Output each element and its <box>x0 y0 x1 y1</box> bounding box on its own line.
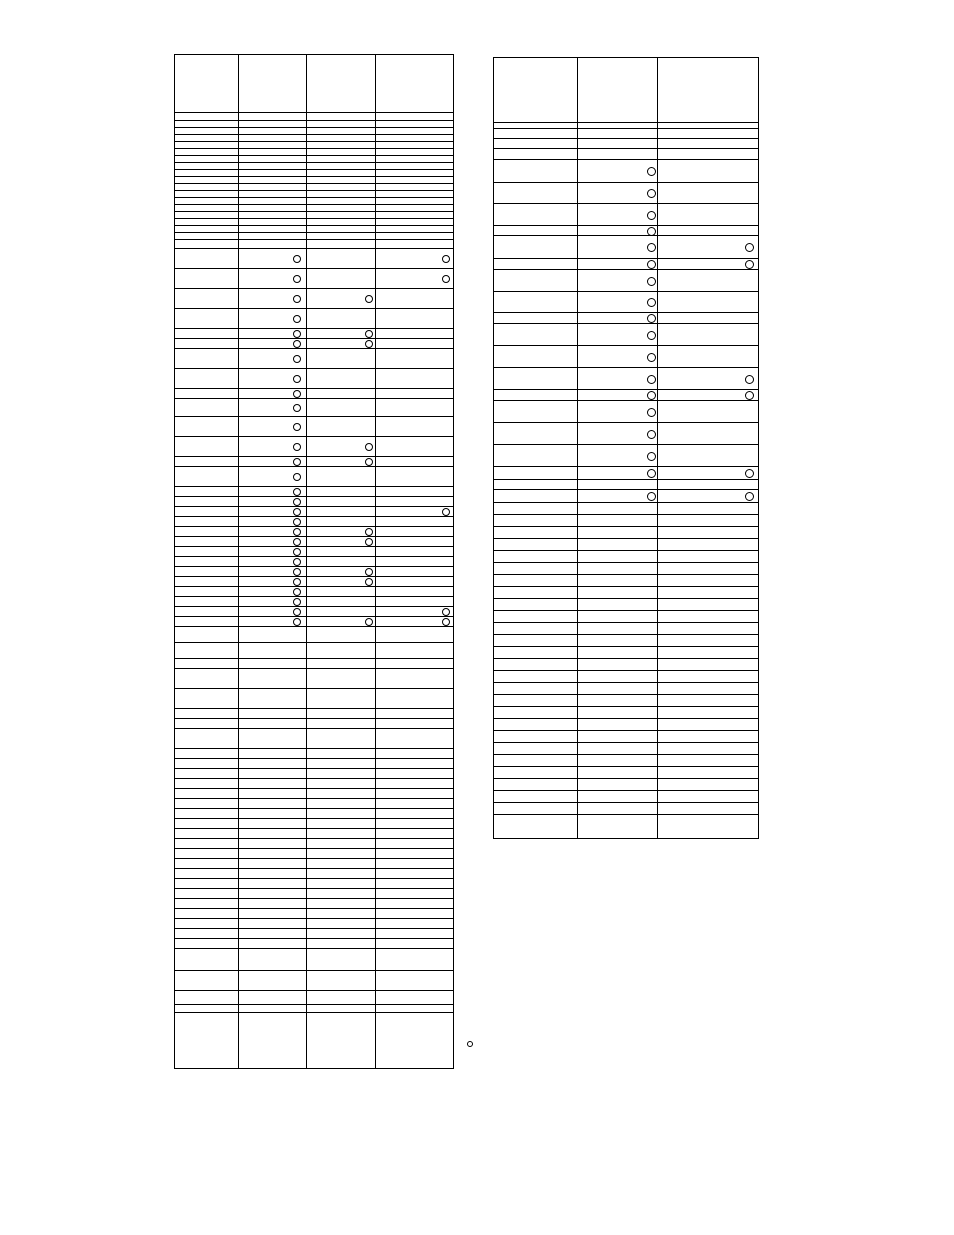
table-row <box>175 219 453 226</box>
table-row <box>494 401 758 423</box>
circle-icon <box>442 608 450 616</box>
table-row <box>175 497 453 507</box>
table-row <box>175 689 453 709</box>
circle-icon <box>293 568 301 576</box>
table-row <box>175 507 453 517</box>
table-row <box>494 611 758 623</box>
circle-icon <box>442 275 450 283</box>
table-row <box>494 563 758 575</box>
table-row <box>175 399 453 417</box>
table-row <box>175 369 453 389</box>
table-row <box>175 607 453 617</box>
circle-icon <box>365 295 373 303</box>
table-row <box>494 551 758 563</box>
circle-icon <box>745 243 754 252</box>
table-row <box>175 729 453 749</box>
table-row <box>175 567 453 577</box>
table-row <box>175 949 453 971</box>
table-row <box>175 191 453 198</box>
circle-icon <box>745 391 754 400</box>
table-row <box>175 547 453 557</box>
circle-icon <box>293 558 301 566</box>
circle-icon <box>293 295 301 303</box>
table-row <box>175 142 453 149</box>
table-row <box>175 617 453 627</box>
table-row <box>175 437 453 457</box>
table-row <box>175 457 453 467</box>
circle-icon <box>647 469 656 478</box>
circle-icon <box>293 538 301 546</box>
table-row <box>494 368 758 390</box>
table-row <box>175 517 453 527</box>
circle-icon <box>365 528 373 536</box>
table-row <box>494 539 758 551</box>
table-row <box>494 515 758 527</box>
circle-icon <box>293 598 301 606</box>
circle-icon <box>293 443 301 451</box>
circle-icon <box>745 492 754 501</box>
table-row <box>175 198 453 205</box>
table-row <box>494 149 758 160</box>
circle-icon <box>293 578 301 586</box>
table-row <box>175 212 453 219</box>
table-row <box>175 749 453 759</box>
circle-icon <box>745 375 754 384</box>
circle-icon <box>365 618 373 626</box>
table-row <box>175 205 453 212</box>
circle-icon <box>442 255 450 263</box>
table-row <box>175 170 453 177</box>
circle-icon <box>293 390 301 398</box>
table-row <box>494 292 758 313</box>
circle-icon <box>293 528 301 536</box>
table-row <box>175 487 453 497</box>
table-row <box>175 709 453 719</box>
table-row <box>494 743 758 755</box>
table-row <box>494 313 758 324</box>
circle-icon <box>647 260 656 269</box>
table-row <box>175 177 453 184</box>
circle-icon <box>745 260 754 269</box>
table-row <box>175 240 453 249</box>
table-row <box>494 707 758 719</box>
table-row <box>494 139 758 149</box>
table-row <box>175 527 453 537</box>
circle-icon <box>442 508 450 516</box>
circle-icon <box>647 452 656 461</box>
table-row <box>175 659 453 669</box>
circle-icon <box>647 391 656 400</box>
table-row <box>494 635 758 647</box>
table-row <box>175 467 453 487</box>
table-row <box>494 683 758 695</box>
table-row <box>175 597 453 607</box>
circle-icon <box>293 375 301 383</box>
circle-icon <box>293 518 301 526</box>
table-row <box>494 480 758 490</box>
table-row <box>175 919 453 929</box>
circle-icon <box>365 443 373 451</box>
table-row <box>494 575 758 587</box>
table-row <box>175 289 453 309</box>
table-row <box>494 671 758 683</box>
circle-icon <box>365 340 373 348</box>
circle-icon <box>647 167 656 176</box>
table-row <box>494 599 758 611</box>
circle-icon <box>647 189 656 198</box>
table-row <box>494 503 758 515</box>
circle-icon <box>647 353 656 362</box>
table-row <box>175 389 453 399</box>
table-row <box>175 329 453 339</box>
circle-icon <box>647 277 656 286</box>
table-row <box>175 627 453 643</box>
circle-icon <box>365 458 373 466</box>
left-table <box>174 54 454 1069</box>
table-row <box>494 226 758 236</box>
table-row <box>175 184 453 191</box>
table-row <box>175 779 453 789</box>
table-row <box>494 731 758 743</box>
table-row <box>494 467 758 480</box>
right-table <box>493 57 759 839</box>
circle-icon <box>365 330 373 338</box>
table-row <box>494 346 758 368</box>
circle-icon <box>647 430 656 439</box>
table-row <box>175 939 453 949</box>
table-row <box>494 791 758 803</box>
table-row <box>494 259 758 270</box>
circle-icon <box>293 458 301 466</box>
table-row <box>175 557 453 567</box>
table-row <box>175 149 453 156</box>
circle-icon <box>293 488 301 496</box>
circle-icon <box>647 211 656 220</box>
table-row <box>175 643 453 659</box>
circle-icon <box>293 275 301 283</box>
table-row <box>175 799 453 809</box>
table-row <box>175 899 453 909</box>
circle-icon <box>293 255 301 263</box>
table-row <box>494 324 758 346</box>
circle-icon <box>365 578 373 586</box>
table-row <box>494 779 758 791</box>
circle-icon <box>442 618 450 626</box>
table-row <box>494 719 758 731</box>
table-row <box>175 859 453 869</box>
circle-icon <box>365 538 373 546</box>
table-row <box>175 417 453 437</box>
table-row <box>175 869 453 879</box>
table-row <box>175 971 453 991</box>
table-row <box>494 803 758 815</box>
table-row <box>175 269 453 289</box>
table-row <box>175 156 453 163</box>
circle-icon <box>647 375 656 384</box>
table-row <box>175 226 453 233</box>
circle-icon <box>647 227 656 236</box>
table-row <box>175 233 453 240</box>
table-row <box>175 789 453 799</box>
circle-icon <box>293 508 301 516</box>
table-row <box>175 587 453 597</box>
circle-icon <box>293 340 301 348</box>
table-row <box>175 829 453 839</box>
table-row <box>175 809 453 819</box>
table-row <box>494 160 758 183</box>
table-row <box>175 349 453 369</box>
table-row <box>494 236 758 259</box>
table-row <box>494 695 758 707</box>
table-row <box>175 537 453 547</box>
circle-icon <box>647 492 656 501</box>
table-row <box>494 623 758 635</box>
header-row <box>175 55 453 113</box>
table-row <box>175 135 453 142</box>
table-row <box>494 647 758 659</box>
table-row <box>494 390 758 401</box>
table-row <box>175 339 453 349</box>
table-row <box>175 879 453 889</box>
circle-icon <box>293 498 301 506</box>
table-row <box>494 527 758 539</box>
table-row <box>175 128 453 135</box>
circle-icon <box>467 1041 473 1047</box>
circle-icon <box>647 408 656 417</box>
table-row <box>175 929 453 939</box>
table-row <box>494 129 758 139</box>
table-row <box>175 889 453 899</box>
table-row <box>175 909 453 919</box>
table-row <box>175 121 453 128</box>
table-row <box>494 423 758 445</box>
circle-icon <box>293 588 301 596</box>
circle-icon <box>293 355 301 363</box>
circle-icon <box>365 568 373 576</box>
table-row <box>175 577 453 587</box>
circle-icon <box>293 404 301 412</box>
table-row <box>175 759 453 769</box>
circle-icon <box>293 618 301 626</box>
header-row <box>494 58 758 123</box>
table-row <box>175 819 453 829</box>
circle-icon <box>293 608 301 616</box>
table-row <box>175 163 453 170</box>
table-row <box>175 1005 453 1013</box>
table-row <box>175 839 453 849</box>
table-row <box>175 669 453 689</box>
circle-icon <box>293 548 301 556</box>
table-row <box>494 755 758 767</box>
table-row <box>175 113 453 121</box>
table-row <box>494 270 758 292</box>
table-row <box>494 659 758 671</box>
table-row <box>175 849 453 859</box>
table-row <box>494 490 758 503</box>
circle-icon <box>647 243 656 252</box>
circle-icon <box>293 473 301 481</box>
circle-icon <box>293 423 301 431</box>
table-row <box>175 309 453 329</box>
table-row <box>175 991 453 1005</box>
circle-icon <box>647 298 656 307</box>
table-row <box>175 719 453 729</box>
circle-icon <box>745 469 754 478</box>
table-row <box>494 204 758 226</box>
circle-icon <box>293 330 301 338</box>
circle-icon <box>647 314 656 323</box>
circle-icon <box>293 315 301 323</box>
table-row <box>175 249 453 269</box>
table-row <box>494 445 758 467</box>
table-row <box>494 587 758 599</box>
table-row <box>175 769 453 779</box>
circle-icon <box>647 331 656 340</box>
table-row <box>494 767 758 779</box>
table-row <box>494 183 758 204</box>
